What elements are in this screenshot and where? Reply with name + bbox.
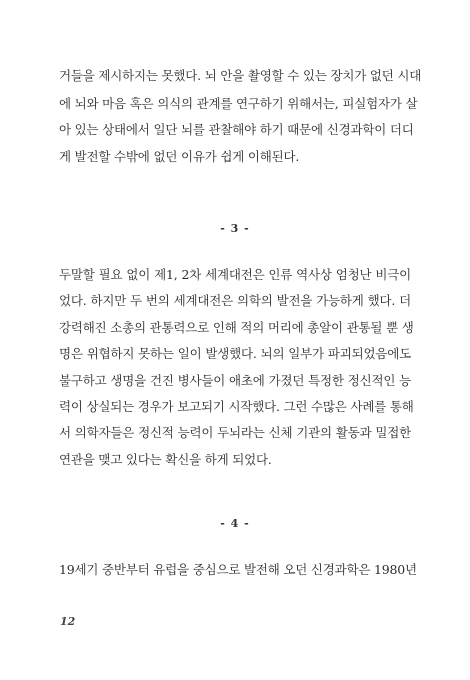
paragraph-2-line-7: 서 의학자들은 정신적 능력이 두뇌라는 신체 기관의 활동과 밀접한 <box>59 425 411 440</box>
paragraph-1-line-3: 아 있는 상태에서 일단 뇌를 관찰해야 하기 때문에 신경과학이 더디 <box>59 122 414 137</box>
paragraph-2-line-1: 두말할 필요 없이 제1, 2차 세계대전은 인류 역사상 엄청난 비극이 <box>59 267 411 282</box>
page-number: 12 <box>60 615 76 628</box>
paragraph-1-line-2: 에 뇌와 마음 혹은 의식의 관계를 연구하기 위해서는, 피실험자가 살 <box>59 96 418 111</box>
paragraph-3-line-1: 19세기 중반부터 유럽을 중심으로 발전해 오던 신경과학은 1980년 <box>59 562 417 577</box>
paragraph-1-line-1: 거들을 제시하지는 못했다. 뇌 안을 촬영할 수 있는 장치가 없던 시대 <box>59 68 422 83</box>
paragraph-2-line-6: 력이 상실되는 경우가 보고되기 시작했다. 그런 수많은 사례를 통해 <box>59 399 414 414</box>
paragraph-2-line-3: 강력해진 소총의 관통력으로 인해 적의 머리에 총알이 관통될 뿐 생 <box>59 320 414 335</box>
paragraph-2-line-8: 연관을 맺고 있다는 확신을 하게 되었다. <box>59 452 272 467</box>
section-number-3: - 3 - <box>220 222 250 235</box>
paragraph-2-line-2: 었다. 하지만 두 번의 세계대전은 의학의 발전을 가능하게 했다. 더 <box>59 293 411 308</box>
paragraph-1-line-4: 게 발전할 수밖에 없던 이유가 쉽게 이해된다. <box>59 149 300 164</box>
paragraph-2-line-5: 불구하고 생명을 건진 병사들이 애초에 가졌던 특정한 정신적인 능 <box>59 373 411 388</box>
paragraph-2-line-4: 명은 위협하지 못하는 일이 발생했다. 뇌의 일부가 파괴되었음에도 <box>59 346 411 361</box>
section-number-4: - 4 - <box>220 517 250 530</box>
